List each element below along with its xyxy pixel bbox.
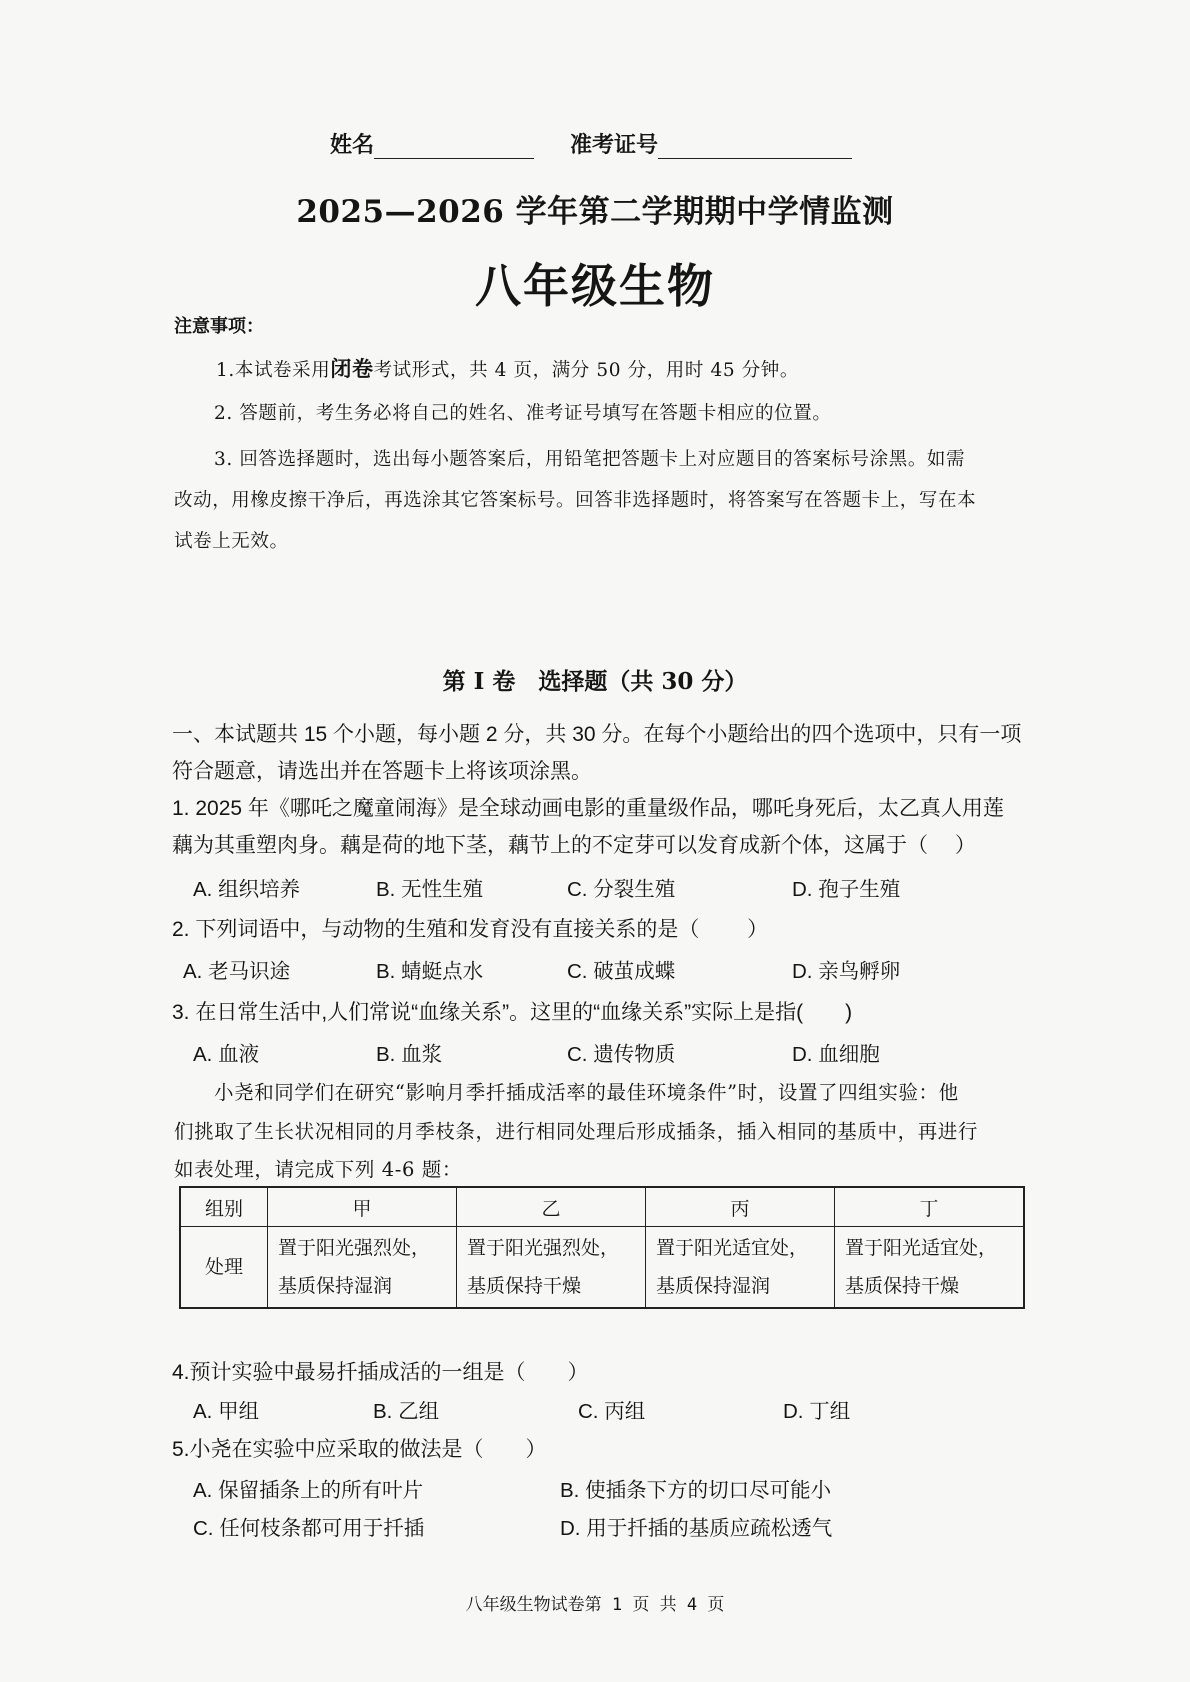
- stem-line-2: 们挑取了生长状况相同的月季枝条，进行相同处理后形成插条，插入相同的基质中，再进行: [174, 1120, 979, 1143]
- q1-option-b[interactable]: B. 无性生殖: [376, 878, 484, 901]
- notice-item-1-bold: 闭卷: [330, 356, 374, 381]
- question-1-line-1: 1. 2025 年《哪吒之魔童闹海》是全球动画电影的重量级作品，哪吒身死后，太乙真人用莲: [172, 797, 1004, 820]
- table-header-row: [180, 1187, 1024, 1227]
- exam-title: 2025—2026 学年第二学期期中学情监测: [296, 194, 894, 230]
- q4-option-a[interactable]: A. 甲组: [193, 1400, 260, 1423]
- id-label: 准考证号: [570, 132, 659, 158]
- table-cell-line: 置于阳光适宜处，: [655, 1237, 808, 1259]
- q1-option-c[interactable]: C. 分裂生殖: [567, 878, 676, 901]
- table-cell-line: 置于阳光强烈处，: [466, 1237, 619, 1259]
- question-2: 2. 下列词语中，与动物的生殖和发育没有直接关系的是（ ）: [172, 918, 769, 941]
- name-label: 姓名: [330, 132, 375, 158]
- q5-option-d[interactable]: D. 用于扦插的基质应疏松透气: [560, 1517, 833, 1540]
- stem-line-3: 如表处理，请完成下列 4-6 题：: [174, 1158, 462, 1181]
- table-cell: [834, 1227, 1024, 1309]
- q3-option-a[interactable]: A. 血液: [193, 1043, 260, 1066]
- notice-item-3-line-1: 3. 回答选择题时，选出每小题答案后，用铅笔把答题卡上对应题目的答案标号涂黑。如需: [214, 449, 966, 470]
- q1-option-d[interactable]: D. 孢子生殖: [792, 878, 901, 901]
- subject-title: 八年级生物: [475, 259, 715, 313]
- table-header-group: 甲: [268, 1187, 457, 1227]
- question-3: 3. 在日常生活中,人们常说“血缘关系”。这里的“血缘关系”实际上是指( ): [172, 1001, 853, 1024]
- q4-option-b[interactable]: B. 乙组: [373, 1400, 440, 1423]
- notice-item-1-pre: 1.本试卷采用: [216, 360, 331, 381]
- table-row-label: 处理: [180, 1227, 268, 1309]
- table-header-label: 组别: [180, 1187, 268, 1227]
- experiment-table: [179, 1186, 1025, 1309]
- notice-item-2: 2. 答题前，考生务必将自己的姓名、准考证号填写在答题卡相应的位置。: [214, 403, 832, 424]
- notice-item-1-post: 考试形式，共 4 页，满分 50 分，用时 45 分钟。: [373, 360, 799, 381]
- section-intro-line-2: 符合题意，请选出并在答题卡上将该项涂黑。: [172, 760, 592, 783]
- table-header-group: 丁: [834, 1187, 1024, 1227]
- candidate-info: [330, 128, 852, 159]
- q2-option-b[interactable]: B. 蜻蜓点水: [376, 960, 484, 983]
- q1-option-a[interactable]: A. 组织培养: [193, 878, 301, 901]
- q2-option-d[interactable]: D. 亲鸟孵卵: [792, 960, 901, 983]
- notice-item-3-line-2: 改动，用橡皮擦干净后，再选涂其它答案标号。回答非选择题时，将答案写在答题卡上，写在本: [174, 490, 977, 511]
- table-cell-line: 置于阳光强烈处，: [278, 1237, 431, 1259]
- name-blank[interactable]: [374, 138, 534, 159]
- table-header-group: 乙: [456, 1187, 645, 1227]
- section-intro-line-1: 一、本试题共 15 个小题，每小题 2 分，共 30 分。在每个小题给出的四个选项中，只有一项: [172, 723, 1022, 746]
- notice-heading: 注意事项：: [174, 316, 264, 337]
- section-title: 第 I 卷 选择题（共 30 分）: [442, 668, 748, 695]
- q3-option-d[interactable]: D. 血细胞: [792, 1043, 880, 1066]
- table-cell-line: 基质保持湿润: [278, 1275, 393, 1297]
- question-4: 4.预计实验中最易扦插成活的一组是（ ）: [172, 1361, 589, 1384]
- table-cell: [456, 1227, 645, 1309]
- table-row: [180, 1227, 1024, 1309]
- id-blank[interactable]: [658, 138, 852, 159]
- stem-line-1: 小尧和同学们在研究“影响月季扦插成活率的最佳环境条件”时，设置了四组实验：他: [214, 1081, 959, 1104]
- page-footer: 八年级生物试卷第 1 页 共 4 页: [465, 1595, 725, 1615]
- notice-item-3-line-3: 试卷上无效。: [174, 531, 289, 552]
- q5-option-a[interactable]: A. 保留插条上的所有叶片: [193, 1479, 424, 1502]
- table-cell-line: 基质保持干燥: [844, 1275, 959, 1297]
- q3-option-c[interactable]: C. 遗传物质: [567, 1043, 676, 1066]
- table-cell-line: 置于阳光适宜处，: [844, 1237, 997, 1259]
- table-cell: [268, 1227, 457, 1309]
- q5-option-c[interactable]: C. 任何枝条都可用于扦插: [193, 1517, 425, 1540]
- q5-option-b[interactable]: B. 使插条下方的切口尽可能小: [560, 1479, 832, 1502]
- table-cell-line: 基质保持干燥: [466, 1275, 581, 1297]
- q4-option-d[interactable]: D. 丁组: [783, 1400, 851, 1423]
- question-5: 5.小尧在实验中应采取的做法是（ ）: [172, 1438, 547, 1461]
- table-cell: [645, 1227, 834, 1309]
- q3-option-b[interactable]: B. 血浆: [376, 1043, 443, 1066]
- q2-option-a[interactable]: A. 老马识途: [183, 960, 291, 983]
- table-header-group: 丙: [645, 1187, 834, 1227]
- q2-option-c[interactable]: C. 破茧成蝶: [567, 960, 676, 983]
- table-cell-line: 基质保持湿润: [655, 1275, 770, 1297]
- notice-item-1: [216, 353, 799, 383]
- question-1-line-2: 藕为其重塑肉身。藕是荷的地下茎，藕节上的不定芽可以发育成新个体，这属于（ ）: [172, 834, 976, 857]
- q4-option-c[interactable]: C. 丙组: [578, 1400, 646, 1423]
